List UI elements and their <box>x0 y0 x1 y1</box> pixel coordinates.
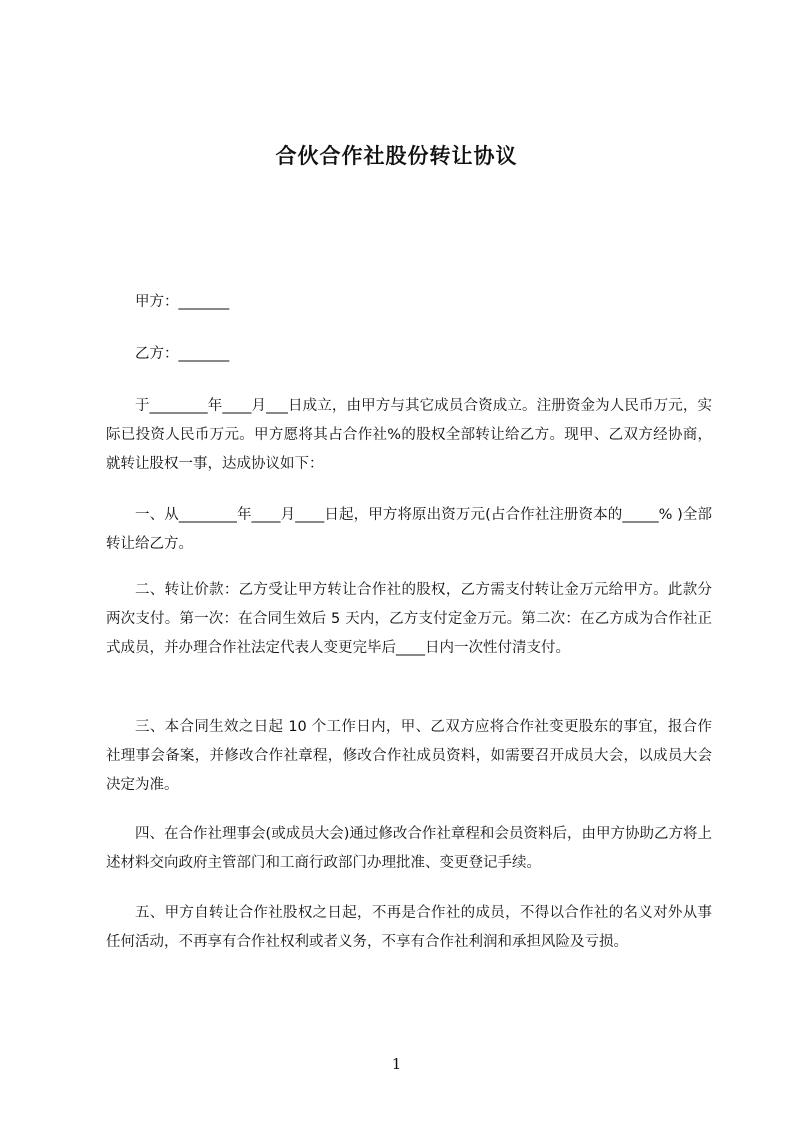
party-a-line: 甲方：_______ <box>135 294 230 310</box>
clause-2: 二、转让价款：乙方受让甲方转让合作社的股权，乙方需支付转让金万元给甲方。此款分两次支付。第一次：在合同生效后 5 天内，乙方支付定金万元。第二次：在乙方成为合作社正式成员，并办理合作社法定代表人变更完毕后____日内一次性付清支付。 <box>106 582 712 656</box>
clause-5: 五、甲方自转让合作社股权之日起，不再是合作社的成员，不得以合作社的名义对外从事任何活动，不再享有合作社权利或者义务，不享有合作社利润和承担风险及亏损。 <box>106 905 712 950</box>
document-title: 合伙合作社股份转让协议 <box>275 144 518 168</box>
clause-4: 四、在合作社理事会(或成员大会)通过修改合作社章程和会员资料后，由甲方协助乙方将上述材料交向政府主管部门和工商行政部门办理批准、变更登记手续。 <box>106 826 712 871</box>
clause-3: 三、本合同生效之日起 10 个工作日内，甲、乙双方应将合作社变更股东的事宜，报合作社理事会备案，并修改合作社章程，修改合作社成员资料，如需要召开成员大会，以成员大会决定为准。 <box>106 719 712 793</box>
party-b-line: 乙方：_______ <box>135 346 230 362</box>
intro-paragraph: 于________年____月___日成立，由甲方与其它成员合资成立。注册资金为人民币万元，实际已投资人民币万元。甲方愿将其占合作社%的股权全部转让给乙方。现甲、乙双方经协商，就转让股权一事，达成协议如下： <box>106 398 712 472</box>
page-number: 1 <box>391 1055 402 1073</box>
clause-1: 一、从________年____月____日起，甲方将原出资万元(占合作社注册资本的_____% )全部转让给乙方。 <box>106 507 712 552</box>
